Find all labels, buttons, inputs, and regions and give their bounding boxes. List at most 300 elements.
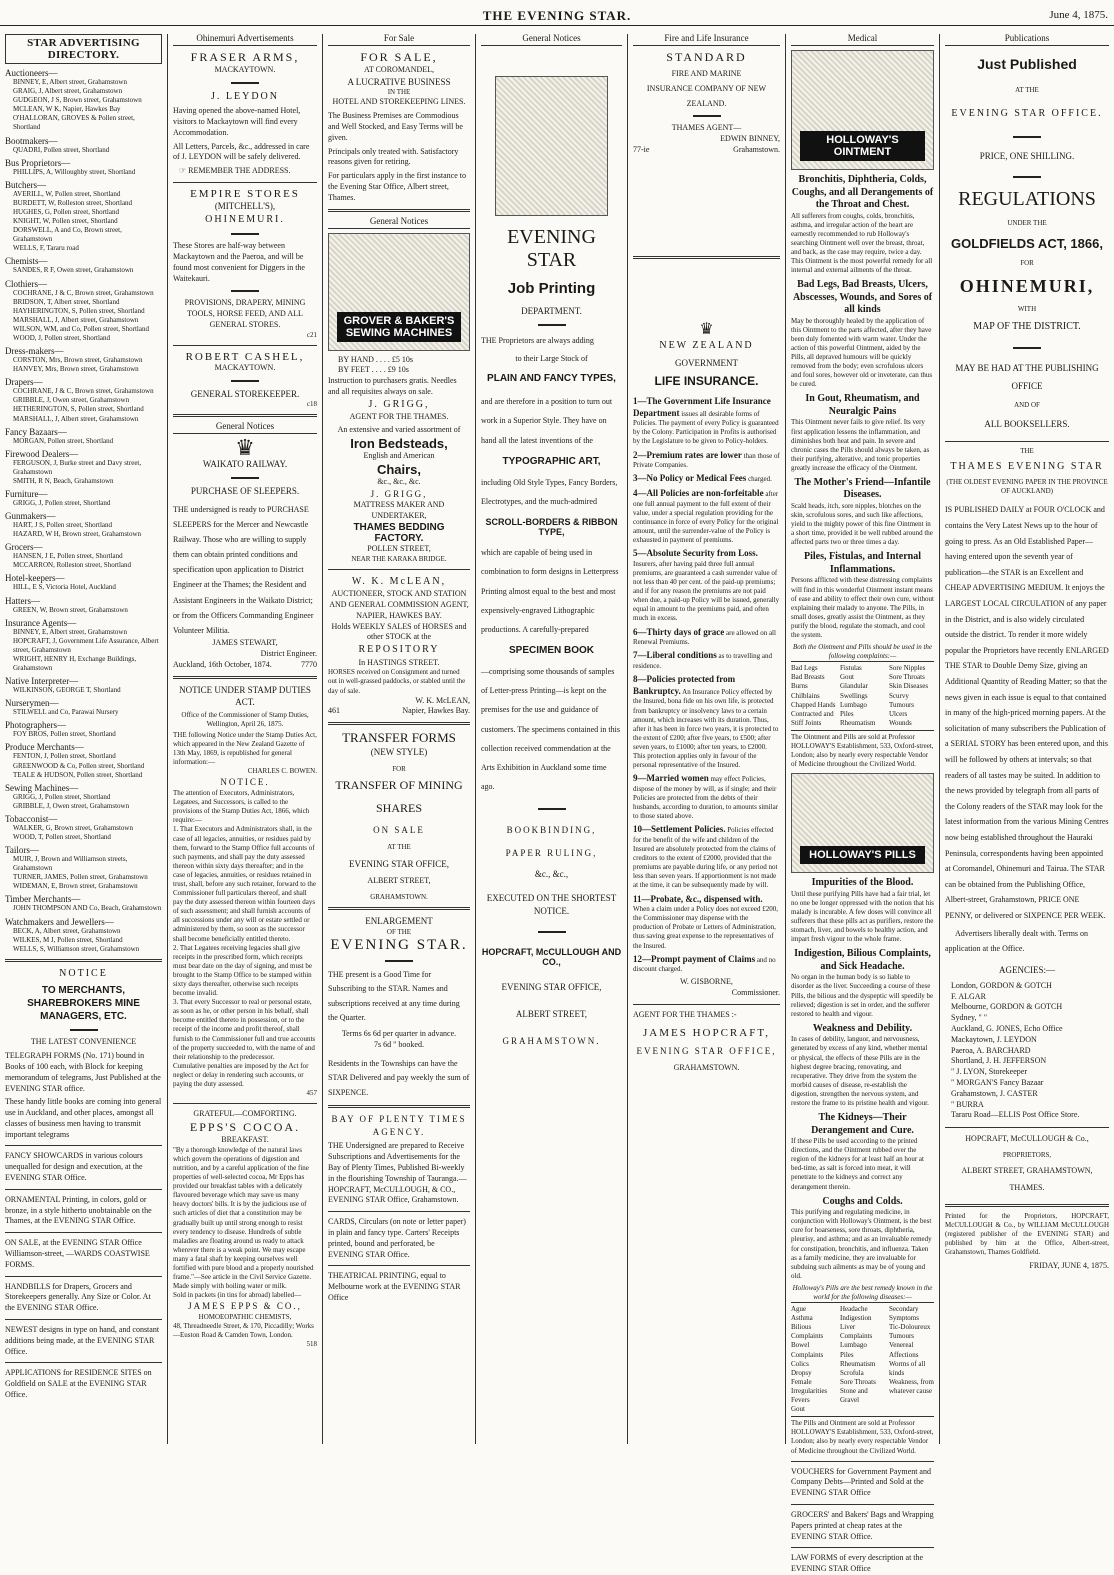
mclean-loc: NAPIER, HAWKES BAY. xyxy=(356,610,442,620)
agent-item: " BURRA xyxy=(951,1099,984,1109)
complaint-item: Scurvy xyxy=(889,691,909,700)
crown-icon: ♛ xyxy=(699,320,714,338)
directory-category: Bootmakers— xyxy=(5,135,58,146)
grigg-near: NEAR THE KARAKA BRIDGE. xyxy=(351,554,447,563)
divider xyxy=(328,1265,470,1266)
bedding-factory: THAMES BEDDING FACTORY. xyxy=(353,521,445,544)
directory-entry: GUDGEON, J S, Brown street, Grahamstown xyxy=(13,96,142,105)
divider xyxy=(791,1504,934,1505)
pubs-agencies: AGENCIES:— xyxy=(999,965,1055,976)
transfer-for: FOR xyxy=(392,764,406,773)
grigg-agent: AGENT FOR THE THAMES. xyxy=(349,412,449,422)
directory-entry: STILWELL and Co, Parawai Nursery xyxy=(13,708,119,717)
telegraph-forms: TELEGRAPH FORMS (No. 171) bound in Books of 100 each, with Block for keeping memorandum of telegrams, Just Published at the EVENING STAR office. xyxy=(5,1051,161,1093)
agent-item: Tararu Road—ELLIS Post Office Store. xyxy=(951,1110,1080,1120)
directory-category: Hotel-keepers— xyxy=(5,573,65,584)
divider xyxy=(173,676,317,679)
divider xyxy=(231,380,259,382)
complaint-item: Gout xyxy=(840,673,854,682)
pubs-books: ALL BOOKSELLERS. xyxy=(984,419,1070,430)
mclean-name: W. K. McLEAN, xyxy=(351,575,447,587)
directory-entry: GREENWOOD & Co, Pollen street, Shortland xyxy=(13,761,145,770)
column-heading: Publications xyxy=(945,33,1109,46)
mclean-sig: W. K. McLEAN, xyxy=(415,695,470,705)
seal-engraving xyxy=(495,76,608,216)
jobprint-firm: HOPCRAFT, McCULLOUGH AND CO., xyxy=(481,947,622,968)
enlarge-title: ENLARGEMENT xyxy=(365,916,433,927)
life-item-heading: 10—Settlement Policies. xyxy=(633,824,726,835)
forsale-loc: AT COROMANDEL, xyxy=(363,65,435,74)
jobprint-exec: EXECUTED ON THE SHORTEST NOTICE. xyxy=(486,893,617,916)
jobprint-etc: &c., &c., xyxy=(534,868,569,879)
directory-entry: HAZARD, W H, Brown street, Grahamstown xyxy=(13,530,142,539)
holloway-t6: Until these purifying Pills have had a fair trial, let no one be longer oppressed with the notion that his malady is incurable. A few doses will convince all sufferers that these pills act as purifiers, restore the stomach, liver, and bowels to healthy action, and impart fresh vigour to the whole frame. xyxy=(791,889,934,944)
diseases-table xyxy=(791,1302,934,1417)
directory-category: Clothiers— xyxy=(5,278,47,289)
life-item-text: after one full annual payment to the full extent of their value, under a special regulation providing for the continuance in force of every Policy for the original amount, until the surrender-value of the Policy is exhausted in payment of premiums. xyxy=(633,490,779,545)
column-heading: For Sale xyxy=(328,33,470,46)
crown-icon: ♛ xyxy=(235,435,255,461)
life-sig-title: Commissioner. xyxy=(731,988,780,998)
jobprint-body: and are therefore in a position to turn out work in a Superior Style. They have on hand all the latest inventions of the xyxy=(481,397,613,445)
life-sig: W. GISBORNE, xyxy=(680,977,733,987)
life-item-text: than those of Private Companies. xyxy=(633,451,780,470)
jobprint-body-2: including Old Style Types, Fancy Borders, Electrotypes, and the much-admired xyxy=(481,477,618,506)
directory-category: Nurserymen— xyxy=(5,698,59,709)
standard-title: STANDARD xyxy=(666,50,747,64)
holloway-h4: The Mother's Friend—Infantile Diseases. xyxy=(794,476,931,501)
divider xyxy=(538,324,566,326)
complaint-item: Wounds xyxy=(889,718,912,727)
directory-entry: WELLS, F, Tararu road xyxy=(13,244,79,253)
divider xyxy=(231,477,259,479)
disease-item: Ague xyxy=(791,1305,807,1314)
directory-category: Timber Merchants— xyxy=(5,894,81,905)
disease-item: Secondary Symptoms xyxy=(889,1305,919,1323)
life-agent-for: AGENT FOR THE THAMES :- xyxy=(633,1010,737,1020)
stamp-sig: CHARLES C. BOWEN. xyxy=(247,767,317,776)
waikato-body: THE undersigned is ready to PURCHASE SLEEPERS for the Mercer and Newcastle Railway. Those who are willing to supply them can obtain printed conditions and specification upon application to District Engineer at the Thames; the Resident and Assistant Engineers in the Waikato District; or from the Officers Commanding Engineer Volunteer Militia. xyxy=(173,504,314,636)
directory-list xyxy=(5,68,162,954)
epps-firm2: HOMOEOPATHIC CHEMISTS, xyxy=(198,1313,292,1321)
life-item xyxy=(633,488,780,545)
directory-category: Bus Proprietors— xyxy=(5,157,71,168)
mclean-holds: Holds WEEKLY SALES of HORSES and other STOCK at the xyxy=(331,621,467,642)
pubs-friday: FRIDAY, JUNE 4, 1875. xyxy=(1029,1261,1109,1271)
holloway-t7: No organ in the human body is so liable to disorder as the liver. Succeeding a course of these Pills, the bilious and the dyspeptic will speedily be relieved; digestion is set in order, and the sufferer restored to health and vigour. xyxy=(791,973,934,1018)
disease-item: Indigestion xyxy=(840,1314,872,1323)
epps-num: 518 xyxy=(306,1340,317,1349)
enlarge-body: THE present is a Good Time for Subscribing to the STAR. Names and subscriptions received at any time during the Quarter. xyxy=(328,969,460,1022)
divider xyxy=(328,722,470,725)
directory-category: Hatters— xyxy=(5,595,40,606)
stamp-p4: 3. That every Successor to real or personal estate, as soon as he, or other person in his behalf, shall become entitled thereto in possession, or to the receipt of the income and profit thereof, shall furnish to the Commissioner full and true accounts of the property succeeded to, with the name of and their relationship to the predecessor. xyxy=(173,998,316,1061)
life-item-text: may effect Policies, dispose of the money by will, as if single; and their Policies are protected from the debts of their husbands, according to duration, to amounts similar to those stated above. xyxy=(633,775,779,821)
divider xyxy=(231,233,259,235)
directory-title: STAR ADVERTISING DIRECTORY. xyxy=(5,34,162,64)
divider xyxy=(633,256,780,259)
directory-entry: HOPCRAFT, J, Government Life Assurance, Albert street, Grahamstown xyxy=(13,636,159,654)
life-item-text: are allowed on all Renewal Premiums. xyxy=(633,628,776,647)
directory-entry: MCCARRON, Rolleston street, Shortland xyxy=(13,561,132,570)
directory-entry: O'HALLORAN, GROVES & Pollen street, Shortland xyxy=(13,114,135,132)
divider xyxy=(538,931,566,933)
holloway-h10: Coughs and Colds. xyxy=(822,1195,903,1207)
complaint-item: Contracted and Stiff Joints xyxy=(791,709,834,727)
enlarge-paper: EVENING STAR. xyxy=(330,936,468,953)
pubs-atthe: AT THE xyxy=(1015,86,1039,94)
directory-entry: BECK, A, Albert street, Grahamstown xyxy=(13,926,121,935)
holloway-h5: Piles, Fistulas, and Internal Inflammations. xyxy=(804,551,921,575)
life-office: EVENING STAR OFFICE, xyxy=(636,1045,777,1056)
life-item xyxy=(633,773,780,821)
column-for-sale xyxy=(323,34,476,1444)
pubs-had: MAY BE HAD AT THE PUBLISHING OFFICE xyxy=(955,362,1099,391)
life-item xyxy=(633,954,780,975)
directory-entry: WALKER, G, Brown street, Grahamstown xyxy=(13,823,133,832)
iron-bedsteads: Iron Bedsteads, xyxy=(350,435,448,451)
holloway-t10: This purifying and regulating medicine, in conjunction with Holloway's Ointment, is the best cure for hoarseness, sore throats, diphtheria, pleurisy, and asthma; and as an invaluable remedy for constipation, bronchitis, and influenza. Taken as a family medicine, they are invaluable for subduing such ailments as may be of young and old. xyxy=(791,1208,932,1280)
divider xyxy=(791,1547,934,1548)
directory-category: Photographers— xyxy=(5,720,66,731)
ad-code: c21 xyxy=(306,330,317,339)
directory-entry: AVERILL, W, Pollen street, Shortland xyxy=(13,189,121,198)
agents-list xyxy=(945,981,1109,1121)
directory-category: Sewing Machines— xyxy=(5,782,79,793)
stamp-p5: Cumulative penalties are imposed by the Act for neglect or delay in rendering such accounts, or paying the duty assessed. xyxy=(173,1061,309,1089)
mclean-rep: REPOSITORY xyxy=(358,644,440,656)
divider xyxy=(328,1211,470,1212)
disease-item: Fevers xyxy=(791,1396,810,1405)
life-item-heading: 11—Probate, &c., dispensed with. xyxy=(633,893,763,904)
pubs-firm: HOPCRAFT, McCULLOUGH & Co., xyxy=(965,1134,1089,1144)
agent-item: Paeroa, A. BARCHARD xyxy=(951,1045,1031,1055)
forsale-body-3: For particulars apply in the first instance to the Evening Star Office, Albert street, Thames. xyxy=(328,171,466,202)
directory-entry: HAYHERINGTON, S, Pollen street, Shortland xyxy=(13,306,145,315)
pubs-street: ALBERT STREET, GRAHAMSTOWN, xyxy=(961,1166,1093,1176)
life-govt: GOVERNMENT xyxy=(675,358,738,369)
jobprint-office: EVENING STAR OFFICE, xyxy=(501,982,602,993)
jobprint-types: PLAIN AND FANCY TYPES, xyxy=(487,373,616,385)
issue-date: June 4, 1875. xyxy=(1049,9,1108,21)
stamp-body: THE following Notice under the Stamp Duties Act, which appeared in the New Zealand Gazette of 13th May, 1869, is republished for general information:— xyxy=(173,730,317,767)
life-town: GRAHAMSTOWN. xyxy=(673,1063,740,1073)
directory-entry: WOOD, J, Pollen street, Shortland xyxy=(13,333,111,342)
holloway-t9: If these Pills be used according to the printed directions, and the Ointment rubbed over the region of the kidneys for at least half an hour at bed-time, as salt is forced into meat, it will penetrate to the kidneys and correct any derangement therein. xyxy=(791,1137,924,1191)
pubs-prop: PROPRIETORS, xyxy=(1002,1151,1052,1159)
pubs-body: IS PUBLISHED DAILY at FOUR O'CLOCK and contains the Very Latest News up to the hour of going to press. As an Old Established Paper—having entered upon the seventh year of publication—the STAR is an Excellent and CHEAP ADVERTISING MEDIUM. It enjoys the LARGEST LOCAL CIRCULATION of any paper in the District, and is also widely circulated outside the district. To render it more widely popular the Proprietors have recently ENLARGED THE STAR to Double Demy Size, giving an Additional Quantity of Reading Matter; so that the news given in each issue is equal to that contained in many of the high-priced morning papers. At the solicitation of many subscribers the Publication of a SERIAL STORY has been entered upon, and this will be followed by others at intervals; so that readers of all tastes may be suited. In addition to the news provided by telegraph from all parts of the Colony readers of the STAR may look for the latest information from the various Mining Centres now being established throughout the Hauraki Peninsula, correspondents having been appointed at Coromandel, Ohinemuri and Tairua. The STAR can be obtained from the Publishing Office, Albert-street, Grahamstown, PRICE ONE PENNY, or delivered or SIXPENCE PER WEEK. xyxy=(945,505,1109,920)
directory-entry: HUGHES, G, Pollen street, Shortland xyxy=(13,207,119,216)
complaint-item: Sore Throats xyxy=(889,673,925,682)
complaint-item: Piles xyxy=(840,709,854,718)
divider xyxy=(633,1004,780,1005)
standard-fm: FIRE AND MARINE xyxy=(671,69,742,78)
directory-entry: FENTON, J, Pollen street, Shortland xyxy=(13,752,116,761)
price-by-feet: BY FEET . . . . £9 10s xyxy=(338,365,409,375)
enlarge-of: OF THE xyxy=(386,927,412,936)
epps-sold: Sold in packets (in tins for abroad) labelled— xyxy=(173,1291,302,1300)
pubs-regs: REGULATIONS xyxy=(958,188,1096,211)
divider xyxy=(945,1204,1109,1207)
holloway-t4: Scald heads, itch, sore nipples, blotches on the skin, scrofulous sores, and such like affections, yield to the mighty power of this fine Ointment in a short time, provided it be well rubbed around the affected parts two or three times a day. xyxy=(791,501,933,547)
directory-category: Produce Merchants— xyxy=(5,742,84,753)
holloway-t5: Persons afflicted with these distressing complaints will find in this wonderful Ointment instant means of ease and ability to effect their own cure, without explaining their malady to anyone. The Pills, in small doses, greatly assist the Ointment, as they purify the blood, regulate the stomach, and cool the system. xyxy=(791,576,934,639)
grigg-eng: English and American xyxy=(363,450,435,460)
disease-item: Venereal Affections xyxy=(889,1341,919,1359)
directory-category: Tobacconist— xyxy=(5,813,58,824)
life-item-heading: 3—No Policy or Medical Fees xyxy=(633,473,747,484)
divider xyxy=(945,1127,1109,1128)
directory-entry: WELLS, S, Williamson street, Grahamstown xyxy=(13,944,140,953)
holloway-sold-2: The Pills and Ointment are sold at Professor HOLLOWAY'S Establishment, 533, Oxford-street, London; also by nearly every respectable Vendor of Medicine throughout the Civilized World. xyxy=(791,1419,934,1455)
jobprint-ruling: PAPER RULING, xyxy=(505,847,598,858)
column-heading: General Notices xyxy=(328,216,470,229)
jobprint-body-3: which are capable of being used in combination to form designs in Letterpress Printing almost equal to the best and most expensively-engraved Lithographic productions. A carefully-prepared xyxy=(481,548,619,634)
directory-entry: BURDETT, W, Rolleston street, Shortland xyxy=(13,198,133,207)
directory-category: Drapers— xyxy=(5,377,43,388)
divider xyxy=(791,1461,934,1462)
pubs-map: MAP OF THE DISTRICT. xyxy=(973,321,1081,333)
divider xyxy=(328,209,470,212)
life-item-heading: 1—The Government Life Insurance Department xyxy=(633,395,771,418)
directory-entry: MARSHALL, J, Albert street, Grahamstown xyxy=(13,315,139,324)
directory-entry: COCHRANE, J & C, Brown street, Grahamstown xyxy=(13,288,154,297)
jobprint-town: GRAHAMSTOWN. xyxy=(502,1035,601,1046)
transfer-style: (NEW STYLE) xyxy=(370,747,428,758)
price-by-hand: BY HAND . . . . £5 10s xyxy=(338,354,414,364)
stamp-notice: NOTICE. xyxy=(220,777,270,788)
remember-address: ☞ REMEMBER THE ADDRESS. xyxy=(179,166,291,176)
stamp-num: 457 xyxy=(306,1089,317,1098)
disease-item: Female Irregularities xyxy=(791,1377,828,1395)
directory-entry: HETHERINGTON, S, Pollen street, Shortland xyxy=(13,405,144,414)
agent-item: Sydney, " " xyxy=(951,1013,988,1023)
divider xyxy=(693,115,721,117)
directory-entry: GRAIG, J, Albert street, Grahamstown xyxy=(13,87,123,96)
transfer-at: AT THE xyxy=(387,842,411,851)
latest-heading: THE LATEST CONVENIENCE xyxy=(30,1037,137,1047)
agent-item: F. ALGAR xyxy=(951,991,986,1001)
pills-label: HOLLOWAY'S PILLS xyxy=(800,846,925,864)
directory-entry: GRIBBLE, J, Owen street, Grahamstown xyxy=(13,801,130,810)
transfer-what: TRANSFER OF MINING xyxy=(335,777,463,792)
holloway-h7: Indigestion, Bilious Complaints, and Sick Headache. xyxy=(794,948,931,972)
transfer-shares: SHARES xyxy=(375,800,422,815)
holloway-h1: Bronchitis, Diphtheria, Colds, Coughs, and all Derangements of the Throat and Chest. xyxy=(791,174,934,210)
disease-item: Colics xyxy=(791,1359,809,1368)
directory-category: Butchers— xyxy=(5,179,46,190)
cashel-title: ROBERT CASHEL, xyxy=(185,350,305,363)
fraser-location: MACKAYTOWN. xyxy=(214,65,276,74)
holloway-t1: All sufferers from coughs, colds, bronchitis, asthma, and irregular action of the heart are earnestly recommended to rub Holloway's searching Ointment well over the breast, throat, and back, as the case may require, twice a day. This Ointment is the most powerful remedy for all internal and external ailments of the throat. xyxy=(791,211,933,275)
divider xyxy=(5,959,162,962)
life-item-text: charged. xyxy=(748,475,772,484)
cashel-location: MACKAYTOWN. xyxy=(214,362,276,372)
waikato-date: Auckland, 16th October, 1874. 7770 xyxy=(173,659,317,669)
column-medical xyxy=(786,33,940,1574)
stamp-p2: 1. That Executors and Administrators shall, in the case of all legacies, annuities, or residues paid by them, forward to the Stamp Office full accounts of such payments, and shall pay the duty assessed thereon within sixty days thereafter; and in the case of legacies, annuities, or residues retained in trust, shall, before any such retainer, forward to the Commissioner full particulars thereof, and shall pay the duty assessed thereon within fourteen days of such assessment; and shall furnish accounts of all successions under any will or estate settled or administered by them, so soon as the successor shall become beneficially entitled thereto. xyxy=(173,825,316,943)
column-general-notices xyxy=(476,34,628,1444)
life-item-text: Policies effected for the benefit of the wife and children of the Insured are absolutely protected from the claims of creditors to the extent of £2000, provided that the premiums are payable during life, or any period not less than seven years. If apportionment is not made at the time, it can be subsequently made by will. xyxy=(633,826,778,890)
complaint-item: Fistulas xyxy=(840,664,862,673)
life-title: LIFE INSURANCE. xyxy=(654,373,759,388)
disease-item: Piles xyxy=(840,1350,854,1359)
disease-item: Worms of all kinds xyxy=(889,1359,926,1377)
jobprint-stock: to their Large Stock of xyxy=(515,354,588,364)
life-item-heading: 5—Absolute Security from Loss. xyxy=(633,548,758,559)
pointing-hand-icon: ☞ xyxy=(179,166,189,176)
showcards-ad: FANCY SHOWCARDS in various colours unequalled for design and execution, at the EVENING STAR Office. xyxy=(5,1151,143,1183)
leydon-name: J. LEYDON xyxy=(211,90,279,102)
directory-entry: CORSTON, Mrs, Brown street, Grahamstown xyxy=(13,356,143,365)
enlarge-booked: 7s 6d " booked. xyxy=(374,1040,424,1050)
pubs-and: AND OF xyxy=(1014,400,1040,409)
empire-mitchell: (MITCHELL'S), xyxy=(214,201,276,212)
grigg-name: J. GRIGG, xyxy=(368,398,430,410)
stamp-p3: 2. That Legatees receiving legacies shall give receipts in the prescribed form, which receipts must bear date on the day of signing, and must be brought to the Stamp Office to be stamped within sixty days thereafter, otherwise such receipts become invalid. xyxy=(173,943,312,998)
onsale-ad: ON SALE, at the EVENING STAR Office Williamson-street, —WARDS COASTWISE FORMS. xyxy=(5,1238,150,1269)
pubs-for: FOR xyxy=(1020,259,1034,268)
transfer-title: TRANSFER FORMS xyxy=(342,730,456,746)
directory-entry: GRIBBLE, J, Owen street, Grahamstown xyxy=(13,396,130,405)
jobprint-intro: THE Proprietors are always adding xyxy=(481,335,594,345)
life-item-heading: 2—Premium rates are lower xyxy=(633,449,742,460)
column-heading: Ohinemuri Advertisements xyxy=(173,33,317,46)
divider xyxy=(173,345,317,346)
life-nz: NEW ZEALAND xyxy=(659,339,754,351)
directory-entry: WILSON, WM, and Co, Pollen street, Shortland xyxy=(13,324,149,333)
leydon-text: Having opened the above-named Hotel, visitors to Mackaytown will find every Accommodation. xyxy=(173,106,301,137)
life-item xyxy=(633,824,780,890)
holloway-h2: Bad Legs, Bad Breasts, Ulcers, Abscesses, Wounds, and Sores of all kinds xyxy=(792,279,933,316)
stamp-title: NOTICE UNDER STAMP DUTIES ACT. xyxy=(179,684,311,708)
directory-entry: MARSHALL, J, Albert street, Grahamstown xyxy=(13,414,139,423)
jobprint-body-4: —comprising some thousands of samples of Letter-press Printing—is kept on the premises for the use and guidance of customers. The specimens contained in this collection received commendation at the Arts Exhibition in Auckland some time ago. xyxy=(481,667,620,792)
holloway-t2: May be thoroughly healed by the application of this Ointment to the parts affected, after they have been duly fomented with warm water. Under the action of this powerful Ointment, aided by the Pills, all depraved humours will be quickly removed from the body; even scrofulous ulcers and foul sores, however old or inveterate, can thus be cured. xyxy=(791,316,933,389)
standard-town-line: 77-ie Grahamstown. xyxy=(633,144,780,154)
pubs-tes: THAMES EVENING STAR xyxy=(950,460,1104,472)
jobprint-dept: DEPARTMENT. xyxy=(521,306,582,316)
directory-category: Chemists— xyxy=(5,256,48,267)
disease-item: Headache xyxy=(840,1305,868,1314)
disease-item: Rheumatism xyxy=(840,1359,876,1368)
holloway-t3: This Ointment never fails to give relief. Its very first application lessens the inflammation, and diminishes both heat and pain. In severe and chronic cases the Pills should always be taken, as their purifying, alterative, and tonic properties greatly increase the efficacy of the Ointment. xyxy=(791,418,930,472)
directory-entry: COCHRANE, J & C, Brown street, Grahamstown xyxy=(13,387,154,396)
divider xyxy=(5,1145,162,1146)
grigg-mattress: MATTRESS MAKER AND UNDERTAKER, xyxy=(353,500,445,520)
pubs-thames: THAMES. xyxy=(1009,1182,1045,1192)
forsale-body: The Business Premises are Commodious and Well Stocked, and Easy Terms will be given. xyxy=(328,111,463,142)
transfer-onsale: ON SALE xyxy=(373,824,425,835)
jobprint-typo: TYPOGRAPHIC ART, xyxy=(502,455,601,467)
divider xyxy=(5,1189,162,1190)
life-item xyxy=(633,627,780,648)
divider xyxy=(173,1103,317,1104)
empire-stores-title: EMPIRE STORES xyxy=(190,188,300,201)
directory-entry: HART, J S, Pollen street, Shortland xyxy=(13,521,113,530)
jobprint-binding: BOOKBINDING, xyxy=(506,825,597,836)
life-item-heading: 4—All Policies are non-forfeitable xyxy=(633,488,764,498)
directory-entry: BINNEY, E, Albert street, Grahamstown xyxy=(13,78,127,86)
life-item xyxy=(633,650,780,671)
directory-entry: WOOD, T, Pollen street, Shortland xyxy=(13,832,111,841)
waikato-sig-title: District Engineer. xyxy=(260,649,317,658)
pubs-oldest: (THE OLDEST EVENING PAPER IN THE PROVINCE OF AUCKLAND) xyxy=(946,478,1108,496)
epps-grateful: GRATEFUL—COMFORTING. xyxy=(193,1109,297,1119)
directory-entry: HILL, E S, Victoria Hotel, Auckland xyxy=(13,583,116,592)
ointment-label: HOLLOWAY'S OINTMENT xyxy=(800,131,925,161)
complaint-item: Chilblains xyxy=(791,691,820,700)
disease-item: Bilious Complaints xyxy=(791,1323,824,1341)
grigg-street: POLLEN STREET, xyxy=(367,543,431,553)
directory-entry: JOHN THOMPSON AND Co, Beach, Grahamstown xyxy=(13,904,162,913)
directory-category: Gunmakers— xyxy=(5,511,56,522)
pills-engraving xyxy=(791,773,934,873)
enlarge-residents: Residents in the Townships can have the STAR Delivered and pay weekly the sum of SIXPENCE. xyxy=(328,1058,470,1097)
column-heading: Fire and Life Insurance xyxy=(633,33,780,46)
directory-category: Fancy Bazaars— xyxy=(5,426,67,437)
life-item xyxy=(633,894,780,951)
directory-entry: HANVEY, Mrs, Brown street, Grahamstown xyxy=(13,365,139,374)
transfer-office: EVENING STAR OFFICE, xyxy=(348,858,450,869)
divider xyxy=(5,1232,162,1233)
directory-entry: DORSWELL, A and Co, Brown street, Grahamstown xyxy=(13,226,122,244)
life-item-text: as to travelling and residence. xyxy=(633,652,772,670)
complaint-item: Bad Breasts xyxy=(791,673,825,682)
waikato-sig: JAMES STEWART, xyxy=(212,638,278,648)
directory-entry: WILKES, M J, Pollen street, Shortland xyxy=(13,935,123,944)
pubs-the: THE xyxy=(1020,446,1034,455)
life-item-heading: 7—Liberal conditions xyxy=(633,650,717,661)
directory-category: Auctioneers— xyxy=(5,68,58,78)
directory-category: Grocers— xyxy=(5,542,43,553)
life-item-text: When a claim under a Policy does not exceed £200, the Commissioner may dispense with the production of Probate or Letters of Administration, thus saving great expense to the representatives of the Insured. xyxy=(633,905,779,950)
pubs-price: PRICE, ONE SHILLING. xyxy=(979,150,1075,161)
divider xyxy=(5,1319,162,1320)
leydon-text-2: All Letters, Parcels, &c., addressed in care of J. LEYDON will be safely delivered. xyxy=(173,141,310,162)
directory-entry: TEALE & HUDSON, Pollen street, Shortland xyxy=(13,770,143,779)
epps-body: "By a thorough knowledge of the natural laws which govern the operations of digestion and nutrition, and by a careful application of the fine properties of well-selected cocoa, Mr Epps has provided our breakfast tables with a delicately flavoured beverage which may save us many heavy doctors' bills. It is by the judicious use of such articles of diet that a constitution may be gradually built up until strong enough to resist every tendency to disease. Hundreds of subtle maladies are floating around us ready to attack wherever there is a weak point. We may escape many a fatal shaft by keeping ourselves well fortified with pure blood and a properly nourished frame."—See article in the Civil Service Gazette. xyxy=(173,1145,314,1282)
divider xyxy=(5,1276,162,1277)
directory-entry: TURNER, JAMES, Pollen street, Grahamstown xyxy=(13,873,148,882)
agent-item: Mackaytown, J. LEYDON xyxy=(951,1034,1037,1044)
holloway-both: Both the Ointment and Pills should be used in the following complaints:— xyxy=(792,643,932,661)
complaint-item: Rheumatism xyxy=(840,718,876,727)
disease-item: Liver Complaints xyxy=(840,1323,873,1341)
column-heading: Medical xyxy=(791,33,934,46)
divider xyxy=(231,290,259,292)
divider xyxy=(385,960,413,962)
divider xyxy=(173,414,317,417)
empire-text: These Stores are half-way between Mackaytown and the Paeroa, and will be found most convenient for Diggers in the Waitekauri. xyxy=(173,241,305,283)
mclean-st: In HASTINGS STREET. xyxy=(358,657,440,667)
directory-category: Furniture— xyxy=(5,489,48,499)
directory-entry: PHILLIPS, A, Willoughby street, Shortland xyxy=(13,167,136,176)
agent-item: Melbourne, GORDON & GOTCH xyxy=(951,1002,1063,1012)
disease-item: Tic-Doloureux xyxy=(889,1323,931,1332)
life-item-heading: 12—Prompt payment of Claims xyxy=(633,953,756,964)
disease-item: Lumbago xyxy=(840,1341,867,1350)
directory-entry: WIDEMAN, E, Brown street, Grahamstown xyxy=(13,882,138,891)
jobprint-paper: EVENING STAR xyxy=(507,226,596,271)
complaint-item: Skin Diseases xyxy=(889,682,929,691)
divider xyxy=(328,569,470,570)
stamp-p1: The attention of Executors, Administrators, Legatees, and Successors, is called to the provisions of the Stamp Duties Act, 1866, which require:— xyxy=(173,789,310,825)
transfer-town: GRAHAMSTOWN. xyxy=(370,893,428,902)
disease-item: Tumours xyxy=(889,1332,915,1341)
disease-item: Asthma xyxy=(791,1314,813,1323)
telegraph-forms-use: These handy little books are coming into general use in Auckland, and other places, amongst all classes of business men having to transmit important telegrams xyxy=(5,1097,162,1139)
